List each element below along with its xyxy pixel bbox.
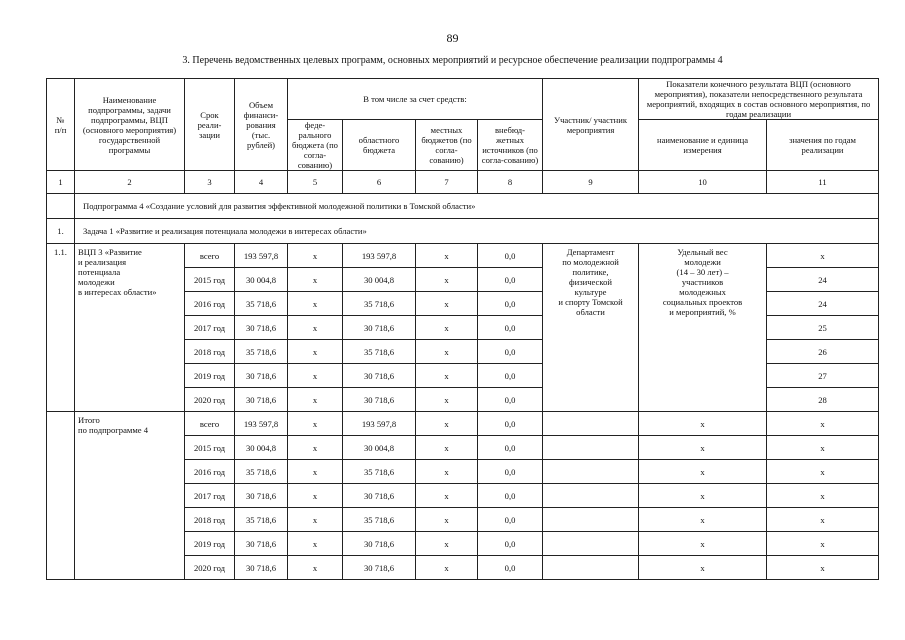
participant-cell [543,436,639,460]
column-number: 1 [47,171,75,194]
extra-cell: 0,0 [478,556,543,580]
regional-cell: 35 718,6 [343,292,416,316]
volume-cell: 30 718,6 [235,556,288,580]
regional-cell: 30 718,6 [343,484,416,508]
regional-cell: 30 718,6 [343,316,416,340]
volume-cell: 193 597,8 [235,244,288,268]
term-cell: 2019 год [185,364,235,388]
participant-cell [543,412,639,436]
header-ind-values: значения по годам реализации [767,120,879,171]
extra-cell: 0,0 [478,460,543,484]
regional-cell: 30 004,8 [343,268,416,292]
federal-cell: x [288,388,343,412]
header-term: Срок реали-зации [185,79,235,171]
volume-cell: 30 718,6 [235,484,288,508]
table-row [47,412,879,436]
indicator-name-cell: x [639,508,767,532]
header-extra: внебюд-жетных источников (по согла-сованию) [478,120,543,171]
vcp-block [47,244,879,412]
local-cell: x [416,292,478,316]
indicator-value-cell: x [767,244,879,268]
extra-cell: 0,0 [478,436,543,460]
table-row [47,244,879,268]
regional-cell: 30 718,6 [343,364,416,388]
vcp-num: 1.1. [47,244,75,412]
federal-cell: x [288,340,343,364]
indicator-name-cell: x [639,412,767,436]
term-cell: 2019 год [185,532,235,556]
term-cell: 2017 год [185,484,235,508]
volume-cell: 35 718,6 [235,292,288,316]
federal-cell: x [288,556,343,580]
indicator-name-cell: x [639,532,767,556]
local-cell: x [416,436,478,460]
subprogram-title: Подпрограмма 4 «Создание условий для развития эффективной молодежной политики в Томской области» [75,194,879,219]
participant-cell [543,532,639,556]
volume-cell: 35 718,6 [235,508,288,532]
header-volume: Объем финанси-рования (тыс. рублей) [235,79,288,171]
column-number: 8 [478,171,543,194]
regional-cell: 35 718,6 [343,508,416,532]
program-table [46,78,879,580]
regional-cell: 30 718,6 [343,556,416,580]
vcp-name: ВЦП 3 «Развитие и реализация потенциала молодежи в интересах области» [75,244,185,412]
federal-cell: x [288,460,343,484]
federal-cell: x [288,484,343,508]
local-cell: x [416,244,478,268]
participant-cell [543,508,639,532]
term-cell: 2015 год [185,268,235,292]
total-name: Итого по подпрограмме 4 [75,412,185,580]
column-number: 9 [543,171,639,194]
header-num: № п/п [47,79,75,171]
indicator-value-cell: x [767,532,879,556]
term-cell: 2020 год [185,388,235,412]
column-number: 3 [185,171,235,194]
term-cell: 2020 год [185,556,235,580]
header-row-1 [47,79,879,120]
volume-cell: 35 718,6 [235,460,288,484]
term-cell: 2017 год [185,316,235,340]
federal-cell: x [288,316,343,340]
column-number-row [47,171,879,194]
federal-cell: x [288,532,343,556]
term-cell: 2016 год [185,460,235,484]
local-cell: x [416,412,478,436]
term-cell: 2015 год [185,436,235,460]
header-name: Наименование подпрограммы, задачи подпрограммы, ВЦП (основного мероприятия) государственной программы [75,79,185,171]
regional-cell: 193 597,8 [343,244,416,268]
extra-cell: 0,0 [478,484,543,508]
header-ind-name: наименование и единица измерения [639,120,767,171]
local-cell: x [416,340,478,364]
subprogram-num-cell [47,194,75,219]
term-cell: всего [185,412,235,436]
volume-cell: 30 718,6 [235,364,288,388]
indicator-name-cell: x [639,460,767,484]
task-num: 1. [47,219,75,244]
header-local: местных бюджетов (по согла-сованию) [416,120,478,171]
term-cell: 2018 год [185,508,235,532]
indicator-name-cell: x [639,484,767,508]
indicator-name-cell: x [639,436,767,460]
indicator-value-cell: x [767,412,879,436]
extra-cell: 0,0 [478,532,543,556]
task-title: Задача 1 «Развитие и реализация потенциала молодежи в интересах области» [75,219,879,244]
volume-cell: 30 718,6 [235,316,288,340]
indicator-value-cell: 27 [767,364,879,388]
column-number: 10 [639,171,767,194]
volume-cell: 35 718,6 [235,340,288,364]
column-number: 6 [343,171,416,194]
page-number: 89 [446,31,459,45]
indicator-name-cell: x [639,556,767,580]
header-participant: Участник/ участник мероприятия [543,79,639,171]
local-cell: x [416,508,478,532]
regional-cell: 35 718,6 [343,340,416,364]
indicator-value-cell: x [767,484,879,508]
volume-cell: 193 597,8 [235,412,288,436]
column-number: 5 [288,171,343,194]
header-federal: феде-рального бюджета (по согла-сованию) [288,120,343,171]
indicator-value-cell: 24 [767,268,879,292]
local-cell: x [416,364,478,388]
regional-cell: 30 718,6 [343,388,416,412]
column-number: 7 [416,171,478,194]
local-cell: x [416,316,478,340]
document-title: 3. Перечень ведомственных целевых программ, основных мероприятий и ресурсное обеспечение реализации подпрограммы 4 [182,55,723,66]
regional-cell: 30 004,8 [343,436,416,460]
indicator-value-cell: x [767,436,879,460]
task-row [47,219,879,244]
vcp-indicator: Удельный вес молодежи (14 – 30 лет) – участников молодежных социальных проектов и мероприятий, % [639,244,767,412]
total-num [47,412,75,580]
term-cell: 2016 год [185,292,235,316]
header-regional: областного бюджета [343,120,416,171]
header-including: В том числе за счет средств: [288,79,543,120]
regional-cell: 193 597,8 [343,412,416,436]
volume-cell: 30 718,6 [235,532,288,556]
indicator-value-cell: x [767,556,879,580]
federal-cell: x [288,436,343,460]
participant-cell [543,484,639,508]
indicator-value-cell: 24 [767,292,879,316]
extra-cell: 0,0 [478,268,543,292]
extra-cell: 0,0 [478,364,543,388]
indicator-value-cell: 28 [767,388,879,412]
federal-cell: x [288,508,343,532]
local-cell: x [416,460,478,484]
indicator-value-cell: x [767,508,879,532]
extra-cell: 0,0 [478,508,543,532]
volume-cell: 30 718,6 [235,388,288,412]
total-block [47,412,879,580]
column-number: 11 [767,171,879,194]
term-cell: 2018 год [185,340,235,364]
local-cell: x [416,556,478,580]
extra-cell: 0,0 [478,292,543,316]
volume-cell: 30 004,8 [235,268,288,292]
indicator-value-cell: 26 [767,340,879,364]
extra-cell: 0,0 [478,244,543,268]
federal-cell: x [288,244,343,268]
column-number: 2 [75,171,185,194]
extra-cell: 0,0 [478,412,543,436]
indicator-value-cell: 25 [767,316,879,340]
column-number: 4 [235,171,288,194]
subprogram-row [47,194,879,219]
indicator-value-cell: x [767,460,879,484]
federal-cell: x [288,364,343,388]
participant-cell [543,460,639,484]
header-indicators: Показатели конечного результата ВЦП (основного мероприятия), показатели непосредственного результата мероприятий, входящих в состав основного мероприятия, по годам реализации [639,79,879,120]
extra-cell: 0,0 [478,316,543,340]
extra-cell: 0,0 [478,340,543,364]
extra-cell: 0,0 [478,388,543,412]
local-cell: x [416,484,478,508]
term-cell: всего [185,244,235,268]
local-cell: x [416,532,478,556]
local-cell: x [416,388,478,412]
volume-cell: 30 004,8 [235,436,288,460]
participant-cell [543,556,639,580]
vcp-participant: Департамент по молодежной политике, физической культуре и спорту Томской области [543,244,639,412]
regional-cell: 30 718,6 [343,532,416,556]
federal-cell: x [288,268,343,292]
federal-cell: x [288,292,343,316]
regional-cell: 35 718,6 [343,460,416,484]
local-cell: x [416,268,478,292]
federal-cell: x [288,412,343,436]
